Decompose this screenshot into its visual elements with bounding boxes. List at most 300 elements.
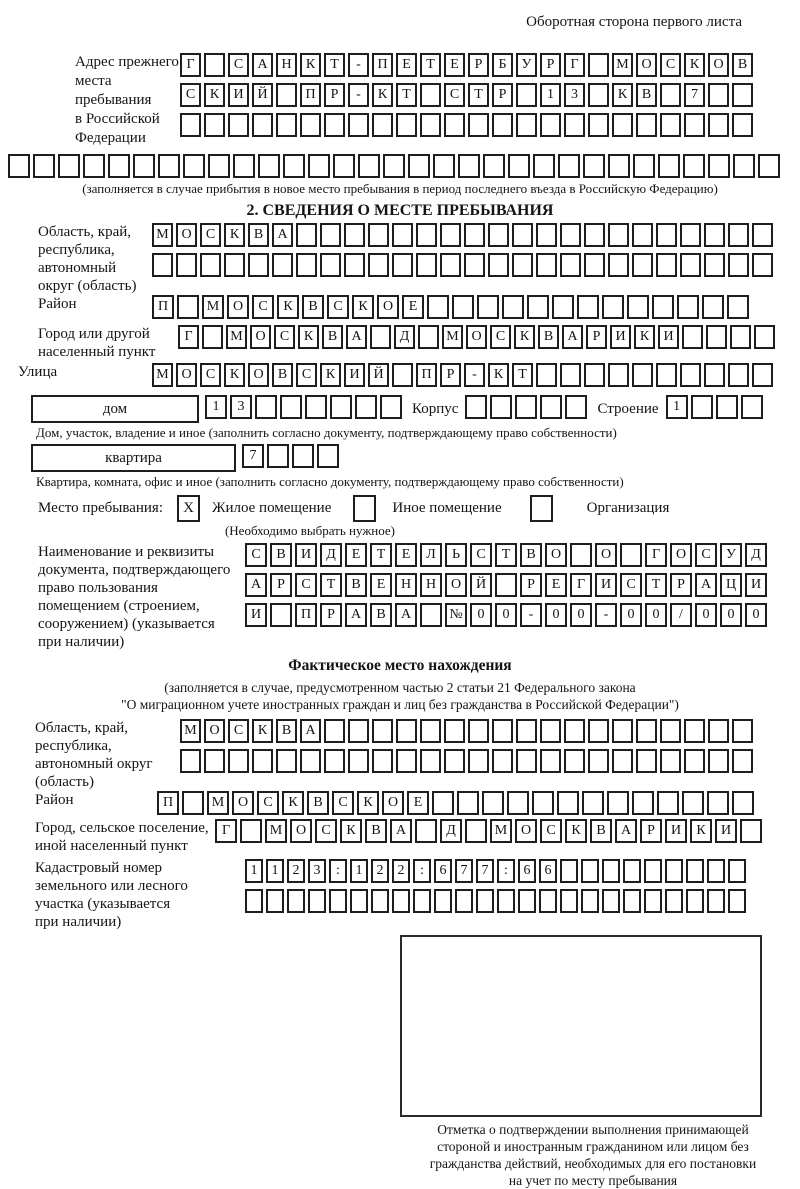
char-box[interactable]: К	[320, 363, 341, 387]
char-box[interactable]: П	[295, 603, 317, 627]
char-box[interactable]	[657, 791, 679, 815]
char-box[interactable]	[477, 295, 499, 319]
char-box[interactable]	[434, 889, 452, 913]
char-box[interactable]: Н	[420, 573, 442, 597]
char-box[interactable]	[204, 749, 225, 773]
char-box[interactable]	[427, 295, 449, 319]
char-box[interactable]	[632, 363, 653, 387]
char-box[interactable]: 0	[570, 603, 592, 627]
char-box[interactable]	[416, 223, 437, 247]
char-box[interactable]	[658, 154, 680, 178]
char-box[interactable]: О	[250, 325, 271, 349]
char-box[interactable]: О	[670, 543, 692, 567]
char-box[interactable]	[656, 223, 677, 247]
char-box[interactable]	[276, 83, 297, 107]
char-box[interactable]: И	[245, 603, 267, 627]
char-box[interactable]	[540, 113, 561, 137]
char-box[interactable]: С	[296, 363, 317, 387]
char-box[interactable]: К	[514, 325, 535, 349]
char-box[interactable]: Т	[396, 83, 417, 107]
char-box[interactable]	[612, 113, 633, 137]
char-box[interactable]	[680, 363, 701, 387]
char-box[interactable]	[33, 154, 55, 178]
char-box[interactable]: М	[207, 791, 229, 815]
char-box[interactable]	[536, 223, 557, 247]
char-box[interactable]	[684, 113, 705, 137]
char-box[interactable]: Д	[745, 543, 767, 567]
char-box[interactable]	[704, 223, 725, 247]
char-box[interactable]: 7	[684, 83, 705, 107]
char-box[interactable]	[516, 749, 537, 773]
char-box[interactable]: М	[442, 325, 463, 349]
char-box[interactable]: Т	[420, 53, 441, 77]
char-box[interactable]: 3	[564, 83, 585, 107]
char-box[interactable]	[432, 791, 454, 815]
char-box[interactable]	[204, 113, 225, 137]
char-box[interactable]	[368, 223, 389, 247]
char-box[interactable]: В	[270, 543, 292, 567]
char-box[interactable]	[565, 395, 587, 419]
char-box[interactable]	[632, 253, 653, 277]
char-box[interactable]	[370, 325, 391, 349]
char-box[interactable]	[612, 749, 633, 773]
char-box[interactable]: К	[565, 819, 587, 843]
char-box[interactable]: Й	[470, 573, 492, 597]
char-box[interactable]	[564, 113, 585, 137]
char-box[interactable]	[152, 253, 173, 277]
char-box[interactable]: В	[538, 325, 559, 349]
char-box[interactable]	[415, 819, 437, 843]
char-box[interactable]	[516, 113, 537, 137]
char-box[interactable]	[396, 719, 417, 743]
char-box[interactable]	[276, 749, 297, 773]
char-box[interactable]	[581, 889, 599, 913]
char-box[interactable]: С	[228, 719, 249, 743]
char-box[interactable]	[252, 749, 273, 773]
char-box[interactable]	[558, 154, 580, 178]
char-box[interactable]	[728, 223, 749, 247]
char-box[interactable]: Р	[440, 363, 461, 387]
char-box[interactable]: Л	[420, 543, 442, 567]
char-box[interactable]: Р	[670, 573, 692, 597]
char-box[interactable]	[660, 719, 681, 743]
char-box[interactable]	[752, 363, 773, 387]
char-box[interactable]	[305, 395, 327, 419]
char-box[interactable]	[433, 154, 455, 178]
char-box[interactable]	[684, 749, 705, 773]
char-box[interactable]	[636, 113, 657, 137]
char-box[interactable]	[677, 295, 699, 319]
char-box[interactable]	[706, 325, 727, 349]
char-box[interactable]	[560, 859, 578, 883]
char-box[interactable]	[623, 889, 641, 913]
char-box[interactable]: :	[497, 859, 515, 883]
char-box[interactable]: Н	[276, 53, 297, 77]
char-box[interactable]: О	[176, 223, 197, 247]
char-box[interactable]	[420, 83, 441, 107]
char-box[interactable]	[632, 791, 654, 815]
char-box[interactable]: 6	[518, 859, 536, 883]
char-box[interactable]: В	[276, 719, 297, 743]
char-box[interactable]	[540, 719, 561, 743]
char-box[interactable]	[497, 889, 515, 913]
char-box[interactable]	[512, 253, 533, 277]
char-box[interactable]	[396, 113, 417, 137]
char-box[interactable]: А	[562, 325, 583, 349]
char-box[interactable]: И	[665, 819, 687, 843]
char-box[interactable]	[372, 719, 393, 743]
char-box[interactable]	[228, 749, 249, 773]
char-box[interactable]: И	[595, 573, 617, 597]
char-box[interactable]	[204, 53, 225, 77]
char-box[interactable]	[329, 889, 347, 913]
char-box[interactable]	[182, 791, 204, 815]
char-box[interactable]: И	[610, 325, 631, 349]
char-box[interactable]	[440, 223, 461, 247]
char-box[interactable]: Т	[468, 83, 489, 107]
char-box[interactable]: Т	[645, 573, 667, 597]
char-box[interactable]	[536, 363, 557, 387]
char-box[interactable]	[716, 395, 738, 419]
char-box[interactable]: 7	[242, 444, 264, 468]
char-box[interactable]: И	[228, 83, 249, 107]
char-box[interactable]	[444, 749, 465, 773]
char-box[interactable]	[255, 395, 277, 419]
char-box[interactable]: 2	[392, 859, 410, 883]
char-box[interactable]	[732, 113, 753, 137]
char-box[interactable]: Т	[495, 543, 517, 567]
char-box[interactable]	[691, 395, 713, 419]
char-box[interactable]	[728, 363, 749, 387]
char-box[interactable]	[540, 749, 561, 773]
char-box[interactable]	[348, 113, 369, 137]
char-box[interactable]	[728, 859, 746, 883]
char-box[interactable]	[741, 395, 763, 419]
char-box[interactable]	[632, 223, 653, 247]
char-box[interactable]: Й	[368, 363, 389, 387]
char-box[interactable]	[682, 325, 703, 349]
char-box[interactable]: К	[224, 363, 245, 387]
char-box[interactable]	[623, 859, 641, 883]
char-box[interactable]: О	[227, 295, 249, 319]
char-box[interactable]: К	[298, 325, 319, 349]
char-box[interactable]	[636, 749, 657, 773]
char-box[interactable]	[468, 113, 489, 137]
char-box[interactable]: Т	[324, 53, 345, 77]
char-box[interactable]: Е	[395, 543, 417, 567]
char-box[interactable]	[180, 113, 201, 137]
char-box[interactable]	[577, 295, 599, 319]
char-box[interactable]	[536, 253, 557, 277]
char-box[interactable]	[276, 113, 297, 137]
char-box[interactable]: Т	[512, 363, 533, 387]
char-box[interactable]: И	[658, 325, 679, 349]
char-box[interactable]	[372, 113, 393, 137]
char-box[interactable]	[516, 719, 537, 743]
char-box[interactable]: -	[348, 53, 369, 77]
char-box[interactable]	[727, 295, 749, 319]
char-box[interactable]: 6	[434, 859, 452, 883]
stay-option-checkbox-other[interactable]	[353, 495, 376, 522]
char-box[interactable]: И	[295, 543, 317, 567]
char-box[interactable]	[308, 154, 330, 178]
char-box[interactable]	[682, 791, 704, 815]
char-box[interactable]: 3	[308, 859, 326, 883]
char-box[interactable]	[588, 719, 609, 743]
char-box[interactable]	[683, 154, 705, 178]
char-box[interactable]: Ц	[720, 573, 742, 597]
char-box[interactable]: К	[690, 819, 712, 843]
char-box[interactable]: Ь	[445, 543, 467, 567]
char-box[interactable]: С	[540, 819, 562, 843]
char-box[interactable]	[633, 154, 655, 178]
char-box[interactable]	[396, 749, 417, 773]
char-box[interactable]	[588, 749, 609, 773]
char-box[interactable]	[233, 154, 255, 178]
char-box[interactable]: О	[708, 53, 729, 77]
char-box[interactable]	[758, 154, 780, 178]
char-box[interactable]: П	[372, 53, 393, 77]
char-box[interactable]: 1	[245, 859, 263, 883]
char-box[interactable]	[252, 113, 273, 137]
char-box[interactable]: 7	[476, 859, 494, 883]
char-box[interactable]	[644, 889, 662, 913]
char-box[interactable]: 0	[745, 603, 767, 627]
char-box[interactable]: О	[382, 791, 404, 815]
char-box[interactable]: О	[466, 325, 487, 349]
char-box[interactable]	[560, 223, 581, 247]
char-box[interactable]	[416, 253, 437, 277]
char-box[interactable]: Г	[180, 53, 201, 77]
char-box[interactable]	[308, 889, 326, 913]
char-box[interactable]: 0	[645, 603, 667, 627]
char-box[interactable]	[665, 859, 683, 883]
char-box[interactable]	[476, 889, 494, 913]
char-box[interactable]: В	[322, 325, 343, 349]
char-box[interactable]: 0	[620, 603, 642, 627]
char-box[interactable]	[392, 363, 413, 387]
char-box[interactable]	[584, 363, 605, 387]
char-box[interactable]	[452, 295, 474, 319]
char-box[interactable]: О	[445, 573, 467, 597]
char-box[interactable]: О	[636, 53, 657, 77]
char-box[interactable]	[224, 253, 245, 277]
char-box[interactable]: Г	[215, 819, 237, 843]
char-box[interactable]: Р	[540, 53, 561, 77]
char-box[interactable]	[368, 253, 389, 277]
char-box[interactable]: В	[520, 543, 542, 567]
char-box[interactable]	[518, 889, 536, 913]
char-box[interactable]: К	[684, 53, 705, 77]
char-box[interactable]	[702, 295, 724, 319]
char-box[interactable]: Р	[586, 325, 607, 349]
char-box[interactable]	[602, 889, 620, 913]
char-box[interactable]	[176, 253, 197, 277]
char-box[interactable]: А	[395, 603, 417, 627]
char-box[interactable]	[752, 253, 773, 277]
char-box[interactable]: С	[245, 543, 267, 567]
char-box[interactable]	[283, 154, 305, 178]
char-box[interactable]	[455, 889, 473, 913]
char-box[interactable]	[492, 719, 513, 743]
char-box[interactable]	[330, 395, 352, 419]
char-box[interactable]	[392, 253, 413, 277]
char-box[interactable]: Е	[402, 295, 424, 319]
char-box[interactable]: П	[152, 295, 174, 319]
char-box[interactable]: Т	[320, 573, 342, 597]
char-box[interactable]: 6	[539, 859, 557, 883]
char-box[interactable]	[344, 223, 365, 247]
char-box[interactable]: А	[346, 325, 367, 349]
char-box[interactable]: О	[204, 719, 225, 743]
char-box[interactable]	[355, 395, 377, 419]
char-box[interactable]	[420, 603, 442, 627]
char-box[interactable]: С	[252, 295, 274, 319]
char-box[interactable]	[266, 889, 284, 913]
char-box[interactable]	[468, 749, 489, 773]
char-box[interactable]	[602, 859, 620, 883]
char-box[interactable]	[582, 791, 604, 815]
char-box[interactable]	[680, 253, 701, 277]
char-box[interactable]: :	[413, 859, 431, 883]
char-box[interactable]: О	[248, 363, 269, 387]
char-box[interactable]: Й	[252, 83, 273, 107]
char-box[interactable]	[608, 223, 629, 247]
char-box[interactable]	[320, 253, 341, 277]
char-box[interactable]	[656, 363, 677, 387]
char-box[interactable]	[732, 83, 753, 107]
char-box[interactable]: К	[340, 819, 362, 843]
char-box[interactable]	[707, 889, 725, 913]
char-box[interactable]	[704, 363, 725, 387]
char-box[interactable]: -	[520, 603, 542, 627]
char-box[interactable]	[317, 444, 339, 468]
char-box[interactable]	[133, 154, 155, 178]
char-box[interactable]: В	[307, 791, 329, 815]
char-box[interactable]: 1	[350, 859, 368, 883]
char-box[interactable]: 0	[470, 603, 492, 627]
char-box[interactable]: Е	[396, 53, 417, 77]
char-box[interactable]: М	[202, 295, 224, 319]
char-box[interactable]	[732, 791, 754, 815]
char-box[interactable]: М	[180, 719, 201, 743]
char-box[interactable]	[539, 889, 557, 913]
char-box[interactable]: Р	[640, 819, 662, 843]
char-box[interactable]	[581, 859, 599, 883]
char-box[interactable]: А	[245, 573, 267, 597]
char-box[interactable]	[656, 253, 677, 277]
char-box[interactable]	[608, 154, 630, 178]
char-box[interactable]: В	[272, 363, 293, 387]
char-box[interactable]	[708, 113, 729, 137]
char-box[interactable]	[660, 113, 681, 137]
char-box[interactable]	[200, 253, 221, 277]
char-box[interactable]: С	[695, 543, 717, 567]
char-box[interactable]	[686, 889, 704, 913]
char-box[interactable]: С	[180, 83, 201, 107]
char-box[interactable]: Б	[492, 53, 513, 77]
char-box[interactable]	[108, 154, 130, 178]
char-box[interactable]	[440, 253, 461, 277]
char-box[interactable]: Р	[270, 573, 292, 597]
char-box[interactable]	[602, 295, 624, 319]
char-box[interactable]: №	[445, 603, 467, 627]
char-box[interactable]	[300, 113, 321, 137]
char-box[interactable]	[324, 719, 345, 743]
char-box[interactable]: М	[265, 819, 287, 843]
char-box[interactable]	[418, 325, 439, 349]
char-box[interactable]: С	[274, 325, 295, 349]
char-box[interactable]: С	[315, 819, 337, 843]
char-box[interactable]	[533, 154, 555, 178]
char-box[interactable]	[583, 154, 605, 178]
char-box[interactable]	[588, 53, 609, 77]
char-box[interactable]	[177, 295, 199, 319]
char-box[interactable]: Д	[440, 819, 462, 843]
char-box[interactable]	[680, 223, 701, 247]
char-box[interactable]: С	[660, 53, 681, 77]
char-box[interactable]: М	[226, 325, 247, 349]
char-box[interactable]: К	[612, 83, 633, 107]
char-box[interactable]: Р	[520, 573, 542, 597]
char-box[interactable]	[444, 719, 465, 743]
char-box[interactable]	[483, 154, 505, 178]
char-box[interactable]: 1	[205, 395, 227, 419]
char-box[interactable]: К	[300, 53, 321, 77]
char-box[interactable]: В	[345, 573, 367, 597]
char-box[interactable]: Н	[395, 573, 417, 597]
char-box[interactable]	[392, 889, 410, 913]
char-box[interactable]: В	[732, 53, 753, 77]
char-box[interactable]	[584, 223, 605, 247]
char-box[interactable]	[665, 889, 683, 913]
char-box[interactable]: А	[390, 819, 412, 843]
char-box[interactable]: У	[516, 53, 537, 77]
char-box[interactable]	[228, 113, 249, 137]
char-box[interactable]	[180, 749, 201, 773]
char-box[interactable]	[588, 83, 609, 107]
char-box[interactable]: П	[300, 83, 321, 107]
char-box[interactable]	[708, 83, 729, 107]
char-box[interactable]	[457, 791, 479, 815]
char-box[interactable]	[324, 113, 345, 137]
char-box[interactable]	[608, 253, 629, 277]
char-box[interactable]	[707, 859, 725, 883]
char-box[interactable]	[83, 154, 105, 178]
char-box[interactable]	[408, 154, 430, 178]
char-box[interactable]	[732, 749, 753, 773]
char-box[interactable]	[728, 253, 749, 277]
char-box[interactable]	[488, 253, 509, 277]
char-box[interactable]: С	[257, 791, 279, 815]
char-box[interactable]	[240, 819, 262, 843]
char-box[interactable]: А	[300, 719, 321, 743]
char-box[interactable]	[245, 889, 263, 913]
char-box[interactable]	[287, 889, 305, 913]
char-box[interactable]	[560, 363, 581, 387]
char-box[interactable]	[267, 444, 289, 468]
char-box[interactable]: А	[272, 223, 293, 247]
char-box[interactable]	[652, 295, 674, 319]
char-box[interactable]	[507, 791, 529, 815]
char-box[interactable]: В	[370, 603, 392, 627]
char-box[interactable]	[607, 791, 629, 815]
char-box[interactable]: И	[344, 363, 365, 387]
char-box[interactable]: В	[248, 223, 269, 247]
char-box[interactable]: К	[277, 295, 299, 319]
char-box[interactable]	[248, 253, 269, 277]
char-box[interactable]	[527, 295, 549, 319]
